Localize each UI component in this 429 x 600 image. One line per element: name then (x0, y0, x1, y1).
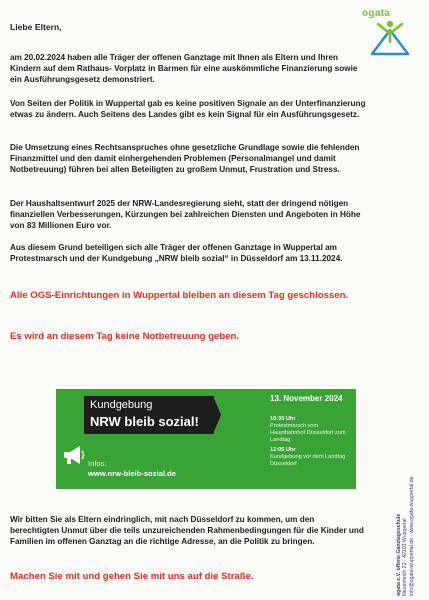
event-date: 13. November 2024 (270, 394, 343, 403)
schedule-item (270, 447, 350, 468)
schedule-text: Protestmarsch vom Hauptbahnhof Düsseldorf zum Landtag (270, 423, 346, 443)
paragraph-1: am 20.02.2024 haben alle Träger der offenen Ganztage mit Ihnen als Eltern und Ihren Kindern auf dem Rathaus- Vorplatz in Barmen für eine auskömmliche Finanzierung sowie ein Ausführungsgesetz demonstriert. (10, 53, 358, 84)
no-emergency-care-notice: Es wird an diesem Tag keine Notbetreuung geben. (10, 331, 240, 342)
info-label: Infos: (88, 459, 107, 468)
banner-title-line2: NRW bleib sozial! (90, 414, 199, 429)
call-to-action: Machen Sie mit und gehen Sie mit uns auf die Straße. (10, 571, 254, 582)
closing-paragraph: Wir bitten Sie als Eltern eindringlich, mit nach Düsseldorf zu kommen, um den berechtigten Unmut über die teils unzureichenden Rahmenbedingungen für die Kinder und Familien im offenen Ganztag an die richtige Adresse, an die Politik zu bringen. (10, 515, 364, 546)
schedule-text: Kundgebung vor dem Landtag Düsseldorf (270, 454, 346, 467)
sender-contact: info@ogata-wuppertal.de · www.ogata-wuppertal.de (408, 476, 415, 596)
paragraph-3: Die Umsetzung eines Rechtsanspruches ohne gesetzliche Grundlage sowie die fehlenden Finanzmittel und den damit einhergehenden Problemen (Personalmangel und damit Notbetreuung) führen bei allen Beteiligten zu großem Unmut, Frustration und Stress. (10, 143, 360, 174)
banner-title-box (84, 396, 214, 434)
banner-box-pointer (213, 396, 221, 434)
schedule-time: 12:05 Uhr (270, 447, 296, 453)
info-url[interactable]: www.nrw-bleib-sozial.de (88, 469, 176, 478)
schedule-item (270, 416, 350, 444)
paragraph-5: Aus diesem Grund beteiligen sich alle Träger der offenen Ganztage in Wuppertal am Protestmarsch und der Kundgebung „NRW bleib sozial“ in Düsseldorf am 13.11.2024. (10, 243, 343, 263)
schedule-time: 10:30 Uhr (270, 416, 296, 422)
paragraph-2: Von Seiten der Politik in Wuppertal gab es keine positiven Signale an der Unterfinanzierung etwas zu ändern. Auch Seitens des Landes gibt es kein Signal für ein Ausführungsgesetz. (10, 99, 366, 119)
salutation: Liebe Eltern, (10, 22, 62, 32)
paragraph-4: Der Haushaltsentwurf 2025 der NRW-Landesregierung sieht, statt der dringend nötigen finanziellen Verbesserungen, Kürzungen bei zahlreichen Diensten und Angeboten in Höhe von 83 Millionen Euro vor. (10, 199, 361, 230)
person-jumping-icon (362, 18, 418, 58)
megaphone-icon (61, 444, 87, 466)
sender-sidebar (396, 396, 415, 596)
sender-name: ogata e.V. offene Ganztagsschule (396, 513, 402, 596)
closure-notice: Alle OGS-Einrichtungen in Wuppertal bleiben an diesem Tag geschlossen. (10, 290, 349, 301)
banner-title-line1: Kundgebung (90, 399, 153, 411)
logo-text: ogata (362, 8, 391, 19)
event-banner (56, 389, 356, 489)
sender-address: Neuenteich 22 · 42103 Wuppertal (402, 518, 409, 596)
